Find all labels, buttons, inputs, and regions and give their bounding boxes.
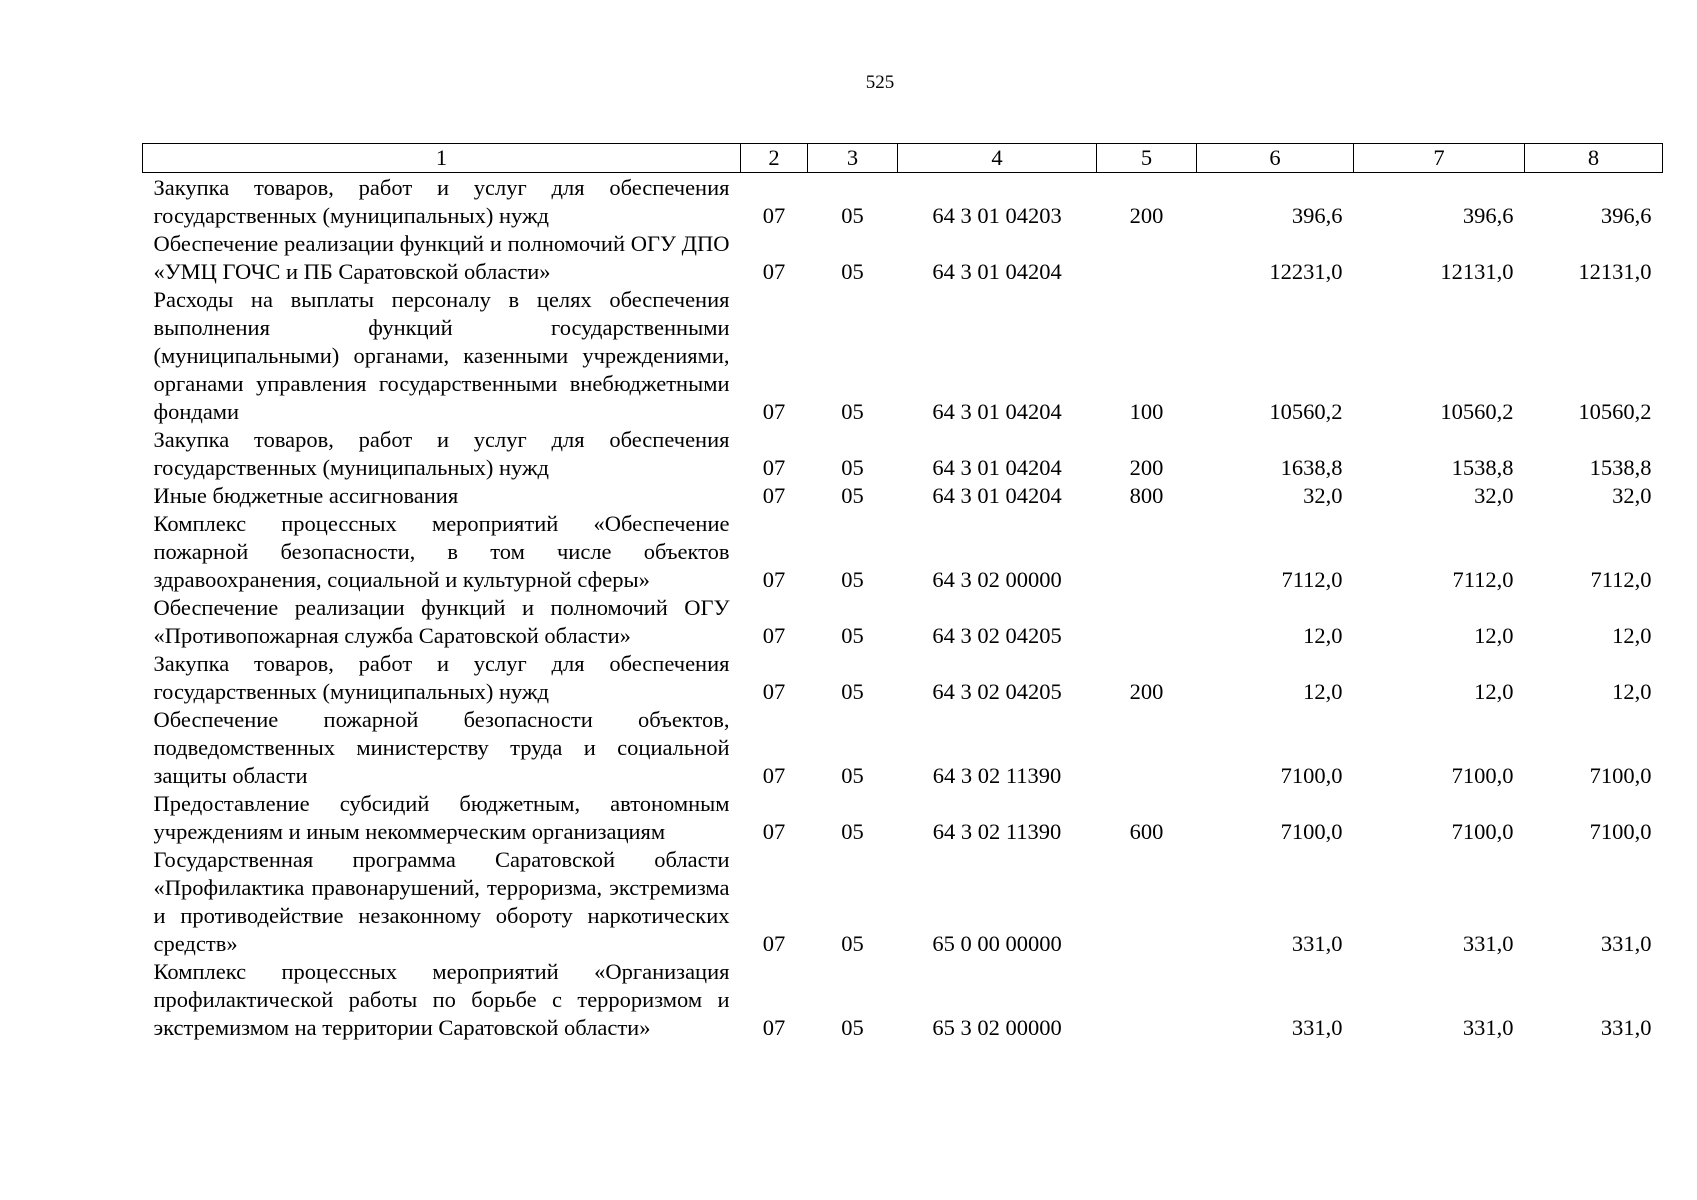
expense-type-code <box>1097 706 1197 790</box>
row-description: Комплекс процессных мероприятий «Обеспечение пожарной безопасности, в том числе объектов здравоохранения, социальной и культурной сферы» <box>153 511 730 592</box>
amount-col-6: 7100,0 <box>1280 819 1343 844</box>
amount-col-6: 12,0 <box>1303 679 1343 704</box>
section-code: 07 <box>762 455 786 480</box>
row-description: Обеспечение реализации функций и полномочий ОГУ ДПО «УМЦ ГОЧС и ПБ Саратовской области» <box>153 231 730 284</box>
column-header-4: 4 <box>898 144 1097 173</box>
table-row <box>143 482 1663 510</box>
target-article-code: 64 3 02 11390 <box>932 819 1062 844</box>
budget-table <box>142 143 1663 1042</box>
target-article-code: 65 0 00 00000 <box>932 931 1062 956</box>
expense-type-code <box>1097 510 1197 594</box>
expense-type-code: 200 <box>1129 203 1164 228</box>
subsection-code: 05 <box>841 399 864 424</box>
section-code: 07 <box>762 567 786 592</box>
amount-col-6: 396,6 <box>1291 203 1343 228</box>
section-code: 07 <box>762 623 786 648</box>
row-description: Комплекс процессных мероприятий «Организация профилактической работы по борьбе с терроризмом и экстремизмом на территории Саратовской области» <box>153 959 730 1040</box>
amount-col-6: 10560,2 <box>1269 399 1343 424</box>
row-description: Закупка товаров, работ и услуг для обеспечения государственных (муниципальных) нужд <box>153 651 730 704</box>
target-article-code: 64 3 02 04205 <box>932 623 1062 648</box>
amount-col-8: 1538,8 <box>1589 455 1652 480</box>
section-code: 07 <box>762 931 786 956</box>
table-header-row <box>143 144 1663 173</box>
target-article-code: 64 3 02 11390 <box>932 763 1062 788</box>
row-description: Иные бюджетные ассигнования <box>153 483 459 508</box>
section-code: 07 <box>762 259 786 284</box>
subsection-code: 05 <box>841 819 864 844</box>
target-article-code: 65 3 02 00000 <box>932 1015 1062 1040</box>
row-description: Закупка товаров, работ и услуг для обеспечения государственных (муниципальных) нужд <box>153 175 730 228</box>
subsection-code: 05 <box>841 623 864 648</box>
table-row <box>143 846 1663 958</box>
row-description: Закупка товаров, работ и услуг для обеспечения государственных (муниципальных) нужд <box>153 427 730 480</box>
amount-col-6: 7100,0 <box>1280 763 1343 788</box>
amount-col-8: 32,0 <box>1612 483 1652 508</box>
target-article-code: 64 3 01 04203 <box>932 203 1062 228</box>
amount-col-8: 7100,0 <box>1589 763 1652 788</box>
expense-type-code: 600 <box>1129 819 1164 844</box>
amount-col-6: 331,0 <box>1291 931 1343 956</box>
column-header-5: 5 <box>1097 144 1197 173</box>
amount-col-7: 7100,0 <box>1451 763 1514 788</box>
amount-col-8: 10560,2 <box>1578 399 1652 424</box>
subsection-code: 05 <box>841 483 864 508</box>
table-body <box>143 173 1663 1043</box>
amount-col-6: 331,0 <box>1291 1015 1343 1040</box>
amount-col-6: 32,0 <box>1303 483 1343 508</box>
expense-type-code <box>1097 230 1197 286</box>
subsection-code: 05 <box>841 567 864 592</box>
amount-col-8: 12131,0 <box>1578 259 1652 284</box>
column-header-1: 1 <box>143 144 741 173</box>
row-description: Расходы на выплаты персоналу в целях обеспечения выполнения функций государственными (муниципальными) органами, казенными учреждениями, органами управления государственными внебюджетными фондами <box>153 287 730 424</box>
amount-col-8: 331,0 <box>1600 931 1652 956</box>
table-row <box>143 426 1663 482</box>
subsection-code: 05 <box>841 1015 864 1040</box>
section-code: 07 <box>762 203 786 228</box>
column-header-7: 7 <box>1354 144 1525 173</box>
table-row <box>143 286 1663 426</box>
subsection-code: 05 <box>841 259 864 284</box>
amount-col-7: 331,0 <box>1462 1015 1514 1040</box>
table-row <box>143 958 1663 1042</box>
amount-col-8: 12,0 <box>1612 623 1652 648</box>
amount-col-6: 12231,0 <box>1269 259 1343 284</box>
amount-col-7: 12,0 <box>1474 679 1514 704</box>
row-description: Государственная программа Саратовской области «Профилактика правонарушений, терроризма, экстремизма и противодействие незаконному обороту наркотических средств» <box>153 847 730 956</box>
expense-type-code: 800 <box>1129 483 1164 508</box>
amount-col-6: 1638,8 <box>1280 455 1343 480</box>
table-row <box>143 173 1663 231</box>
target-article-code: 64 3 02 00000 <box>932 567 1062 592</box>
amount-col-7: 12131,0 <box>1440 259 1514 284</box>
section-code: 07 <box>762 819 786 844</box>
subsection-code: 05 <box>841 763 864 788</box>
expense-type-code <box>1097 594 1197 650</box>
expense-type-code <box>1097 958 1197 1042</box>
table-row <box>143 790 1663 846</box>
expense-type-code: 200 <box>1129 455 1164 480</box>
section-code: 07 <box>762 763 786 788</box>
subsection-code: 05 <box>841 203 864 228</box>
row-description: Предоставление субсидий бюджетным, автономным учреждениям и иным некоммерческим организациям <box>153 791 730 844</box>
amount-col-7: 7100,0 <box>1451 819 1514 844</box>
amount-col-8: 331,0 <box>1600 1015 1652 1040</box>
target-article-code: 64 3 01 04204 <box>932 399 1062 424</box>
table-row <box>143 650 1663 706</box>
target-article-code: 64 3 02 04205 <box>932 679 1062 704</box>
amount-col-6: 12,0 <box>1303 623 1343 648</box>
amount-col-7: 10560,2 <box>1440 399 1514 424</box>
table-row <box>143 230 1663 286</box>
table-row <box>143 510 1663 594</box>
section-code: 07 <box>762 1015 786 1040</box>
amount-col-8: 7112,0 <box>1590 567 1652 592</box>
column-header-2: 2 <box>741 144 808 173</box>
amount-col-7: 1538,8 <box>1451 455 1514 480</box>
subsection-code: 05 <box>841 679 864 704</box>
amount-col-7: 331,0 <box>1462 931 1514 956</box>
section-code: 07 <box>762 399 786 424</box>
table-row <box>143 706 1663 790</box>
amount-col-7: 396,6 <box>1462 203 1514 228</box>
expense-type-code: 200 <box>1129 679 1164 704</box>
column-header-6: 6 <box>1197 144 1354 173</box>
section-code: 07 <box>762 483 786 508</box>
column-header-3: 3 <box>808 144 898 173</box>
amount-col-7: 32,0 <box>1474 483 1514 508</box>
amount-col-8: 396,6 <box>1600 203 1652 228</box>
expense-type-code: 100 <box>1129 399 1164 424</box>
amount-col-8: 7100,0 <box>1589 819 1652 844</box>
amount-col-6: 7112,0 <box>1281 567 1343 592</box>
column-header-8: 8 <box>1525 144 1663 173</box>
target-article-code: 64 3 01 04204 <box>932 455 1062 480</box>
target-article-code: 64 3 01 04204 <box>932 259 1062 284</box>
table-row <box>143 594 1663 650</box>
target-article-code: 64 3 01 04204 <box>932 483 1062 508</box>
amount-col-8: 12,0 <box>1612 679 1652 704</box>
amount-col-7: 7112,0 <box>1452 567 1514 592</box>
subsection-code: 05 <box>841 931 864 956</box>
expense-type-code <box>1097 846 1197 958</box>
page-number: 525 <box>865 72 895 93</box>
amount-col-7: 12,0 <box>1474 623 1514 648</box>
subsection-code: 05 <box>841 455 864 480</box>
section-code: 07 <box>762 679 786 704</box>
row-description: Обеспечение пожарной безопасности объектов, подведомственных министерству труда и социальной защиты области <box>153 707 730 788</box>
row-description: Обеспечение реализации функций и полномочий ОГУ «Противопожарная служба Саратовской области» <box>153 595 730 648</box>
